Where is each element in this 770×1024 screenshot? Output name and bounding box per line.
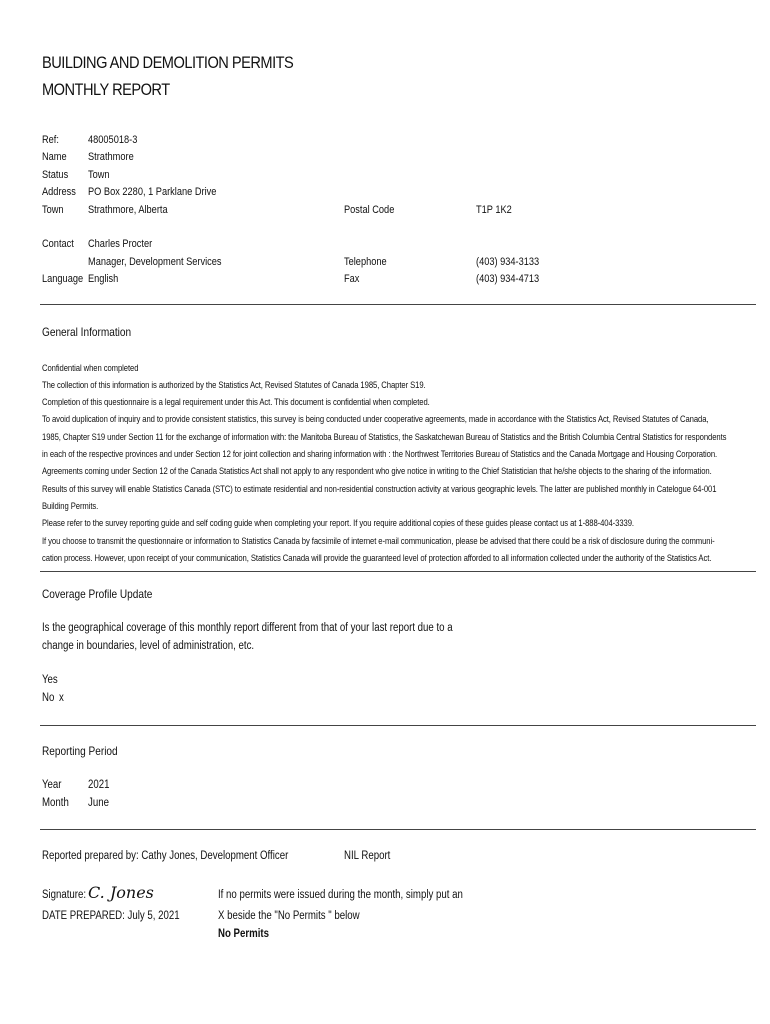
general-line: Confidential when completed xyxy=(42,363,139,374)
divider xyxy=(40,829,756,830)
year-value: 2021 xyxy=(88,779,110,791)
general-line: Please refer to the survey reporting guide and self coding guide when completing your report. If you require additional copies of these guides please contact us at 1-888-404-3339. xyxy=(42,518,634,529)
signature-value: C. Jones xyxy=(88,883,154,902)
report-title-line2: MONTHLY REPORT xyxy=(42,80,170,99)
telephone-label: Telephone xyxy=(344,256,387,268)
coverage-no-mark: x xyxy=(59,692,64,704)
town-value: Strathmore, Alberta xyxy=(88,204,168,216)
signature-label: Signature: xyxy=(42,889,87,901)
address-value: PO Box 2280, 1 Parklane Drive xyxy=(88,186,217,198)
nil-instruction-line2: X beside the "No Permits " below xyxy=(218,910,360,922)
contact-title: Manager, Development Services xyxy=(88,256,222,268)
ref-label: Ref: xyxy=(42,134,59,146)
postal-code-value: T1P 1K2 xyxy=(476,204,512,216)
telephone-value: (403) 934-3133 xyxy=(476,256,540,268)
month-label: Month xyxy=(42,797,69,809)
general-line: in each of the respective provinces and under Section 12 for joint collection and sharing information with : the Northwest Territories Bureau of Statistics and the Canada Mortgage and Housing Corporation. xyxy=(42,449,718,460)
coverage-yes-option[interactable]: Yes xyxy=(42,674,58,686)
contact-label: Contact xyxy=(42,238,74,250)
divider xyxy=(40,725,756,726)
town-label: Town xyxy=(42,204,64,216)
fax-label: Fax xyxy=(344,273,360,285)
reporting-period-title: Reporting Period xyxy=(42,744,118,758)
general-line: The collection of this information is authorized by the Statistics Act, Revised Statutes of Canada 1985, Chapter S19. xyxy=(42,380,426,391)
date-prepared: DATE PREPARED: July 5, 2021 xyxy=(42,910,180,922)
general-line: 1985, Chapter S19 under Section 11 for the exchange of information with: the Manitoba Bureau of Statistics, the Saskatchewan Bureau of Statistics and the British Columbia Central Statistics for respondents xyxy=(42,432,727,443)
name-label: Name xyxy=(42,151,67,163)
fax-value: (403) 934-4713 xyxy=(476,273,540,285)
divider xyxy=(40,571,756,572)
contact-name: Charles Procter xyxy=(88,238,153,250)
report-title-line1: BUILDING AND DEMOLITION PERMITS xyxy=(42,53,294,72)
name-value: Strathmore xyxy=(88,151,134,163)
no-permits-label[interactable]: No Permits xyxy=(218,928,270,940)
coverage-profile-title: Coverage Profile Update xyxy=(42,587,153,601)
language-value: English xyxy=(88,273,119,285)
month-value: June xyxy=(88,797,109,809)
coverage-question-line1: Is the geographical coverage of this monthly report different from that of your last report due to a xyxy=(42,622,453,634)
divider xyxy=(40,304,756,305)
nil-report-label: NIL Report xyxy=(344,850,391,862)
prepared-by: Reported prepared by: Cathy Jones, Development Officer xyxy=(42,850,289,862)
coverage-no-option[interactable]: No xyxy=(42,692,55,704)
general-line: cation process. However, upon receipt of your communication, Statistics Canada will provide the guaranteed level of protection afforded to all information collected under the authority of the Statistics Act. xyxy=(42,553,712,564)
ref-value: 48005018-3 xyxy=(88,134,138,146)
general-information-title: General Information xyxy=(42,325,132,339)
coverage-question-line2: change in boundaries, level of administration, etc. xyxy=(42,640,255,652)
year-label: Year xyxy=(42,779,62,791)
general-line: Completion of this questionnaire is a legal requirement under this Act. This document is confidential when completed. xyxy=(42,397,430,408)
postal-code-label: Postal Code xyxy=(344,204,395,216)
general-line: If you choose to transmit the questionnaire or information to Statistics Canada by facsimile of internet e-mail communication, please be advised that there could be a risk of disclosure during the communi- xyxy=(42,536,715,547)
general-line: Agreements coming under Section 12 of the Canada Statistics Act shall not apply to any respondent who give notice in writing to the Chief Statistician that he/she objects to the sharing of the information. xyxy=(42,466,712,477)
status-label: Status xyxy=(42,169,69,181)
general-line: Results of this survey will enable Statistics Canada (STC) to estimate residential and non-residential construction activity at various geographic levels. The latter are published monthly in Catelogue 64-001 xyxy=(42,484,717,495)
general-line: Building Permits. xyxy=(42,501,99,512)
address-label: Address xyxy=(42,186,76,198)
general-line: To avoid duplication of inquiry and to provide consistent statistics, this survey is being conducted under cooperative agreements, made in accordance with the Statistics Act, Revised Statutes of Canada, xyxy=(42,414,709,425)
language-label: Language xyxy=(42,273,84,285)
status-value: Town xyxy=(88,169,110,181)
nil-instruction-line1: If no permits were issued during the month, simply put an xyxy=(218,889,463,901)
